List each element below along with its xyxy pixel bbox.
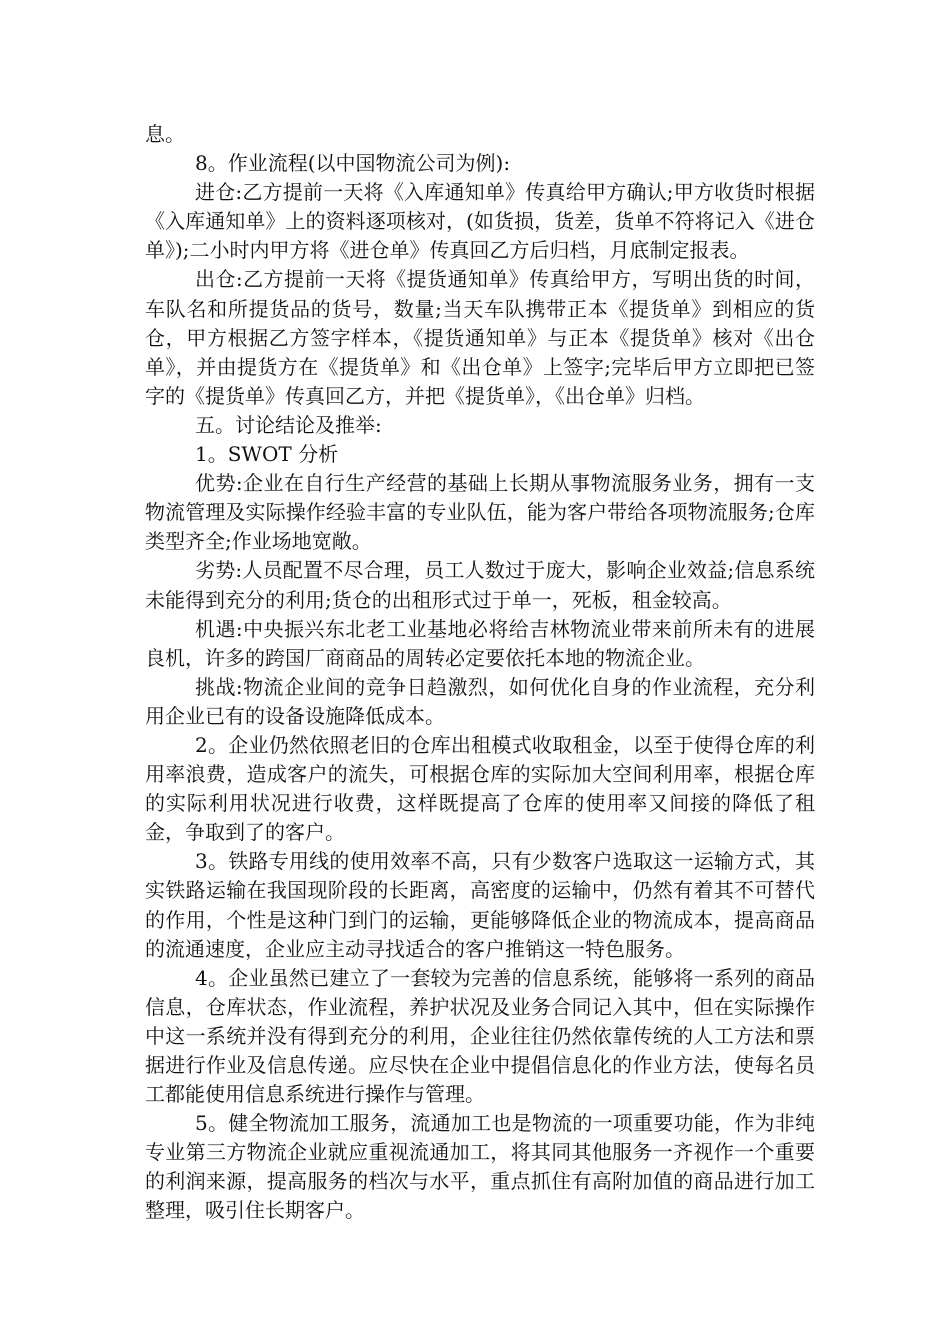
paragraph-section-8-heading: 8。作业流程(以中国物流公司为例):	[195, 151, 511, 176]
paragraph-threats: 挑战:物流企业间的竞争日趋激烈，如何优化自身的作业流程，充分利用企业已有的设备设施降低成本。	[145, 674, 815, 728]
paragraph-point-5: 5。健全物流加工服务，流通加工也是物流的一项重要功能，作为非纯专业第三方物流企业就应重视流通加工，将其同其他服务一齐视作一个重要的利润来源，提高服务的档次与水平，重点抓住有高附加值的商品进行加工整理，吸引住长期客户。	[145, 1111, 815, 1223]
paragraph-continuation: 息。	[145, 122, 185, 146]
paragraph-opportunities: 机遇:中央振兴东北老工业基地必将给吉林物流业带来前所未有的进展良机，许多的跨国厂商商品的周转必定要依托本地的物流企业。	[145, 616, 815, 670]
paragraph-weaknesses: 劣势:人员配置不尽合理，员工人数过于庞大，影响企业效益;信息系统未能得到充分的利用;货仓的出租形式过于单一，死板，租金较高。	[145, 558, 815, 612]
paragraph-warehouse-out: 出仓:乙方提前一天将《提货通知单》传真给甲方，写明出货的时间，车队名和所提货品的货号，数量;当天车队携带正本《提货单》到相应的货仓，甲方根据乙方签字样本，《提货通知单》与正本《提货单》核对《出仓单》，并由提货方在《提货单》和《出仓单》上签字;完毕后甲方立即把已签字的《提货单》传真回乙方，并把《提货单》，《出仓单》归档。	[145, 267, 815, 408]
document-body	[145, 120, 815, 1226]
paragraph-swot-heading: 1。SWOT 分析	[195, 442, 339, 467]
paragraph-point-4: 4。企业虽然已建立了一套较为完善的信息系统，能够将一系列的商品信息，仓库状态，作业流程，养护状况及业务合同记入其中，但在实际操作中这一系统并没有得到充分的利用，企业往往仍然依靠传统的人工方法和票据进行作业及信息传递。应尽快在企业中提倡信息化的作业方法，使每名员工都能使用信息系统进行操作与管理。	[145, 965, 815, 1107]
paragraph-strengths: 优势:企业在自行生产经营的基础上长期从事物流服务业务，拥有一支物流管理及实际操作经验丰富的专业队伍，能为客户带给各项物流服务;仓库类型齐全;作业场地宽敞。	[145, 471, 815, 554]
paragraph-point-3: 3。铁路专用线的使用效率不高，只有少数客户选取这一运输方式，其实铁路运输在我国现阶段的长距离，高密度的运输中，仍然有着其不可替代的作用，个性是这种门到门的运输，更能够降低企业的物流成本，提高商品的流通速度，企业应主动寻找适合的客户推销这一特色服务。	[145, 849, 815, 961]
paragraph-warehouse-in: 进仓:乙方提前一天将《入库通知单》传真给甲方确认;甲方收货时根据《入库通知单》上的资料逐项核对，(如货损，货差，货单不符将记入《进仓单》);二小时内甲方将《进仓单》传真回乙方后归档，月底制定报表。	[145, 180, 815, 263]
paragraph-point-2: 2。企业仍然依照老旧的仓库出租模式收取租金，以至于使得仓库的利用率浪费，造成客户的流失，可根据仓库的实际加大空间利用率，根据仓库的实际利用状况进行收费，这样既提高了仓库的使用率又间接的降低了租金，争取到了的客户。	[145, 732, 815, 845]
paragraph-section-5-heading: 五。讨论结论及推举:	[195, 412, 382, 437]
